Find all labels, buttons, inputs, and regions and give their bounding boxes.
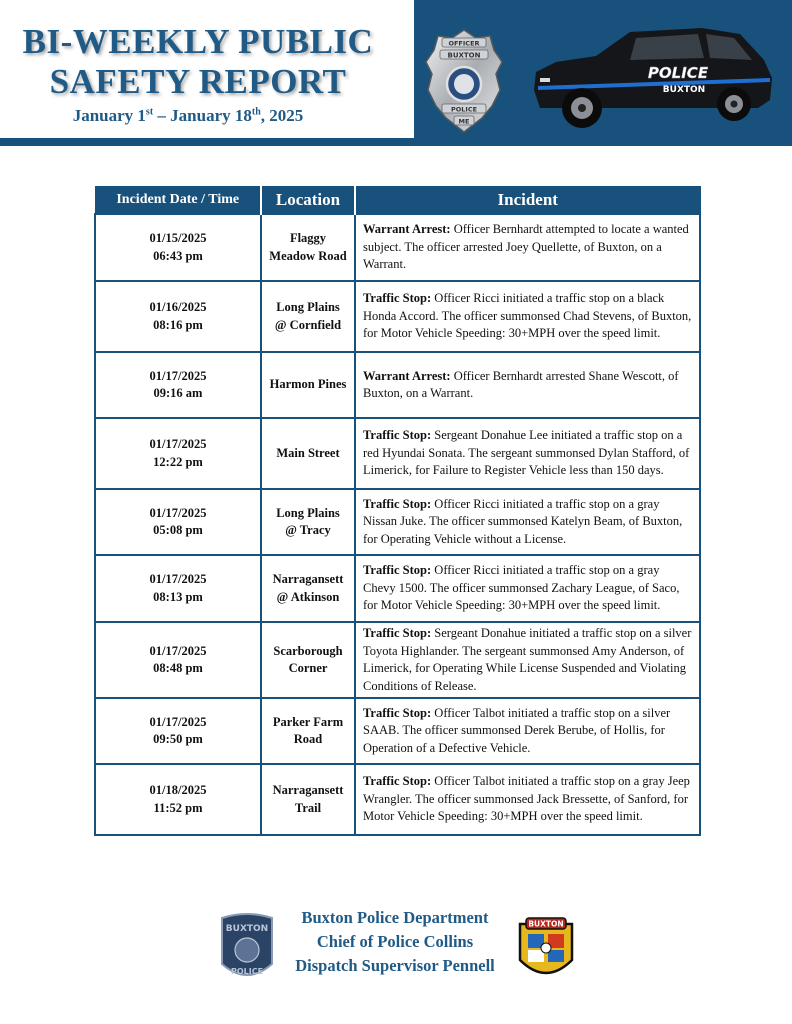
incident-type: Warrant Arrest:	[363, 222, 451, 237]
police-patch-icon	[218, 912, 276, 984]
incident-type: Traffic Stop:	[363, 291, 432, 306]
report-footer	[0, 900, 792, 1000]
table-row	[95, 352, 700, 418]
department-name: Buxton Police Department	[301, 908, 489, 927]
incident-date-time	[95, 281, 261, 352]
header-date-time: Incident Date / Time	[95, 187, 261, 215]
incident-time: 06:43 pm	[153, 248, 203, 263]
header-rule	[0, 138, 792, 146]
incident-location: Narragansett Trail	[261, 764, 355, 835]
incident-date: 01/17/2025	[149, 437, 207, 451]
dispatch-supervisor: Dispatch Supervisor Pennell	[295, 956, 495, 975]
date-separator: – January 18	[153, 106, 252, 125]
fire-rescue-patch-icon	[516, 916, 576, 984]
incident-text: Officer Talbot initiated a traffic stop on a silver SAAB. The officer summonsed Derek Berube, of Hollis, for Operation of a Defective Vehicle.	[363, 705, 671, 755]
table-row	[95, 622, 700, 698]
incident-date: 01/17/2025	[149, 505, 207, 520]
incident-date: 01/17/2025	[149, 368, 207, 383]
incident-text: Officer Ricci initiated a traffic stop on a black Honda Accord. The officer summonsed Chad Stevens, of Buxton, for Motor Vehicle Speeding: 30+MPH over the speed limit.	[363, 291, 692, 341]
incident-date-time	[95, 622, 261, 698]
report-header	[0, 0, 792, 146]
date-start-suffix: st	[145, 106, 154, 118]
incident-date-time	[95, 555, 261, 622]
incident-location: Parker Farm Road	[261, 698, 355, 764]
header-location: Location	[261, 187, 355, 215]
table-row	[95, 214, 700, 281]
table-row	[95, 418, 700, 489]
incident-table	[94, 186, 701, 836]
incident-location: Flaggy Meadow Road	[261, 214, 355, 281]
incident-type: Traffic Stop:	[363, 774, 432, 789]
report-title	[0, 22, 396, 102]
incident-time: 08:13 pm	[153, 589, 203, 604]
incident-description	[355, 214, 700, 281]
department-signature	[270, 906, 520, 978]
date-start: January 1	[72, 106, 146, 125]
date-end-suffix: th	[251, 106, 261, 118]
incident-text: Sergeant Donahue Lee initiated a traffic stop on a red Hyundai Sonata. The sergeant summonsed Dylan Stafford, of Limerick, for Failure to Register Vehicle less than 150 days.	[363, 428, 690, 478]
incident-date-time	[95, 418, 261, 489]
incident-date: 01/17/2025	[149, 572, 207, 586]
incident-date: 01/15/2025	[149, 231, 207, 245]
police-badge-icon	[424, 28, 504, 134]
incident-location: Long Plains @ Tracy	[261, 489, 355, 555]
car-town-text: BUXTON	[662, 85, 706, 95]
incident-description	[355, 555, 700, 622]
incident-location: Scarborough Corner	[261, 622, 355, 698]
incident-text: Officer Bernhardt attempted to locate a wanted subject. The officer arrested Joey Quellette, of Buxton, on a Warrant.	[363, 222, 689, 272]
incident-type: Traffic Stop:	[363, 626, 432, 640]
incident-type: Traffic Stop:	[363, 563, 432, 578]
incident-time: 08:48 pm	[153, 661, 203, 675]
patch-right-top-text: BUXTON	[528, 919, 564, 929]
incident-date: 01/18/2025	[149, 783, 207, 797]
header-incident: Incident	[355, 187, 700, 215]
badge-town-text: BUXTON	[447, 51, 481, 60]
report-date-range	[0, 106, 376, 126]
incident-location: Harmon Pines	[261, 352, 355, 418]
incident-date: 01/16/2025	[149, 300, 207, 314]
badge-state-text: ME	[458, 117, 470, 126]
incident-time: 12:22 pm	[153, 454, 203, 469]
table-row	[95, 281, 700, 352]
incident-text: Sergeant Donahue initiated a traffic stop on a silver Toyota Highlander. The sergeant summonsed Amy Anderson, of Limerick, for Operating While License Suspended and Violating Conditions of Release.	[363, 626, 692, 693]
badge-top-text: OFFICER	[448, 39, 480, 48]
incident-location: Narragansett @ Atkinson	[261, 555, 355, 622]
incident-type: Traffic Stop:	[363, 428, 432, 443]
incident-date-time	[95, 214, 261, 281]
patch-left-top-text: BUXTON	[225, 924, 269, 934]
badge-bottom-text: POLICE	[450, 105, 478, 114]
incident-description	[355, 489, 700, 555]
incident-description	[355, 698, 700, 764]
incident-text: Officer Ricci initiated a traffic stop on a gray Chevy 1500. The officer summonsed Zachary League, of Saco, for Motor Vehicle Speeding: 30+MPH over the speed limit.	[363, 563, 680, 613]
incident-description	[355, 418, 700, 489]
incident-date-time	[95, 489, 261, 555]
incident-location: Main Street	[261, 418, 355, 489]
patch-left-bottom-text: POLICE	[230, 967, 264, 976]
car-police-text: POLICE	[647, 64, 709, 82]
incident-date: 01/17/2025	[149, 714, 207, 729]
date-end-year: , 2025	[260, 106, 304, 125]
incident-text: Officer Ricci initiated a traffic stop on a gray Nissan Juke. The officer summonsed Katelyn Beam, of Buxton, for Operating Vehicle without a License.	[363, 496, 683, 546]
incident-type: Warrant Arrest:	[363, 368, 451, 383]
incident-time: 09:50 pm	[153, 732, 203, 746]
incident-time: 09:16 am	[153, 386, 203, 400]
incident-description	[355, 352, 700, 418]
title-line-2: SAFETY REPORT	[49, 62, 347, 101]
table-row	[95, 555, 700, 622]
incident-description	[355, 622, 700, 698]
incident-time: 08:16 pm	[153, 317, 203, 332]
incident-time: 05:08 pm	[153, 523, 203, 537]
incident-date-time	[95, 698, 261, 764]
table-row	[95, 764, 700, 835]
incident-date: 01/17/2025	[149, 643, 207, 658]
incident-type: Traffic Stop:	[363, 496, 432, 511]
table-row	[95, 489, 700, 555]
title-line-1: BI-WEEKLY PUBLIC	[22, 22, 374, 61]
incident-description	[355, 281, 700, 352]
chief-name: Chief of Police Collins	[316, 932, 474, 951]
incident-time: 11:52 pm	[153, 800, 203, 815]
incident-date-time	[95, 352, 261, 418]
table-header-row	[95, 187, 700, 215]
incident-description	[355, 764, 700, 835]
police-car-icon	[526, 20, 778, 132]
incident-location: Long Plains @ Cornfield	[261, 281, 355, 352]
table-row	[95, 698, 700, 764]
incident-text: Officer Bernhardt arrested Shane Wescott, of Buxton, on a Warrant.	[363, 368, 679, 400]
incident-text: Officer Talbot initiated a traffic stop on a gray Jeep Wrangler. The officer summonsed Jack Bressette, of Sanford, for Motor Vehicle Speeding: 30+MPH over the speed limit.	[363, 774, 690, 824]
incident-date-time	[95, 764, 261, 835]
incident-type: Traffic Stop:	[363, 705, 432, 720]
